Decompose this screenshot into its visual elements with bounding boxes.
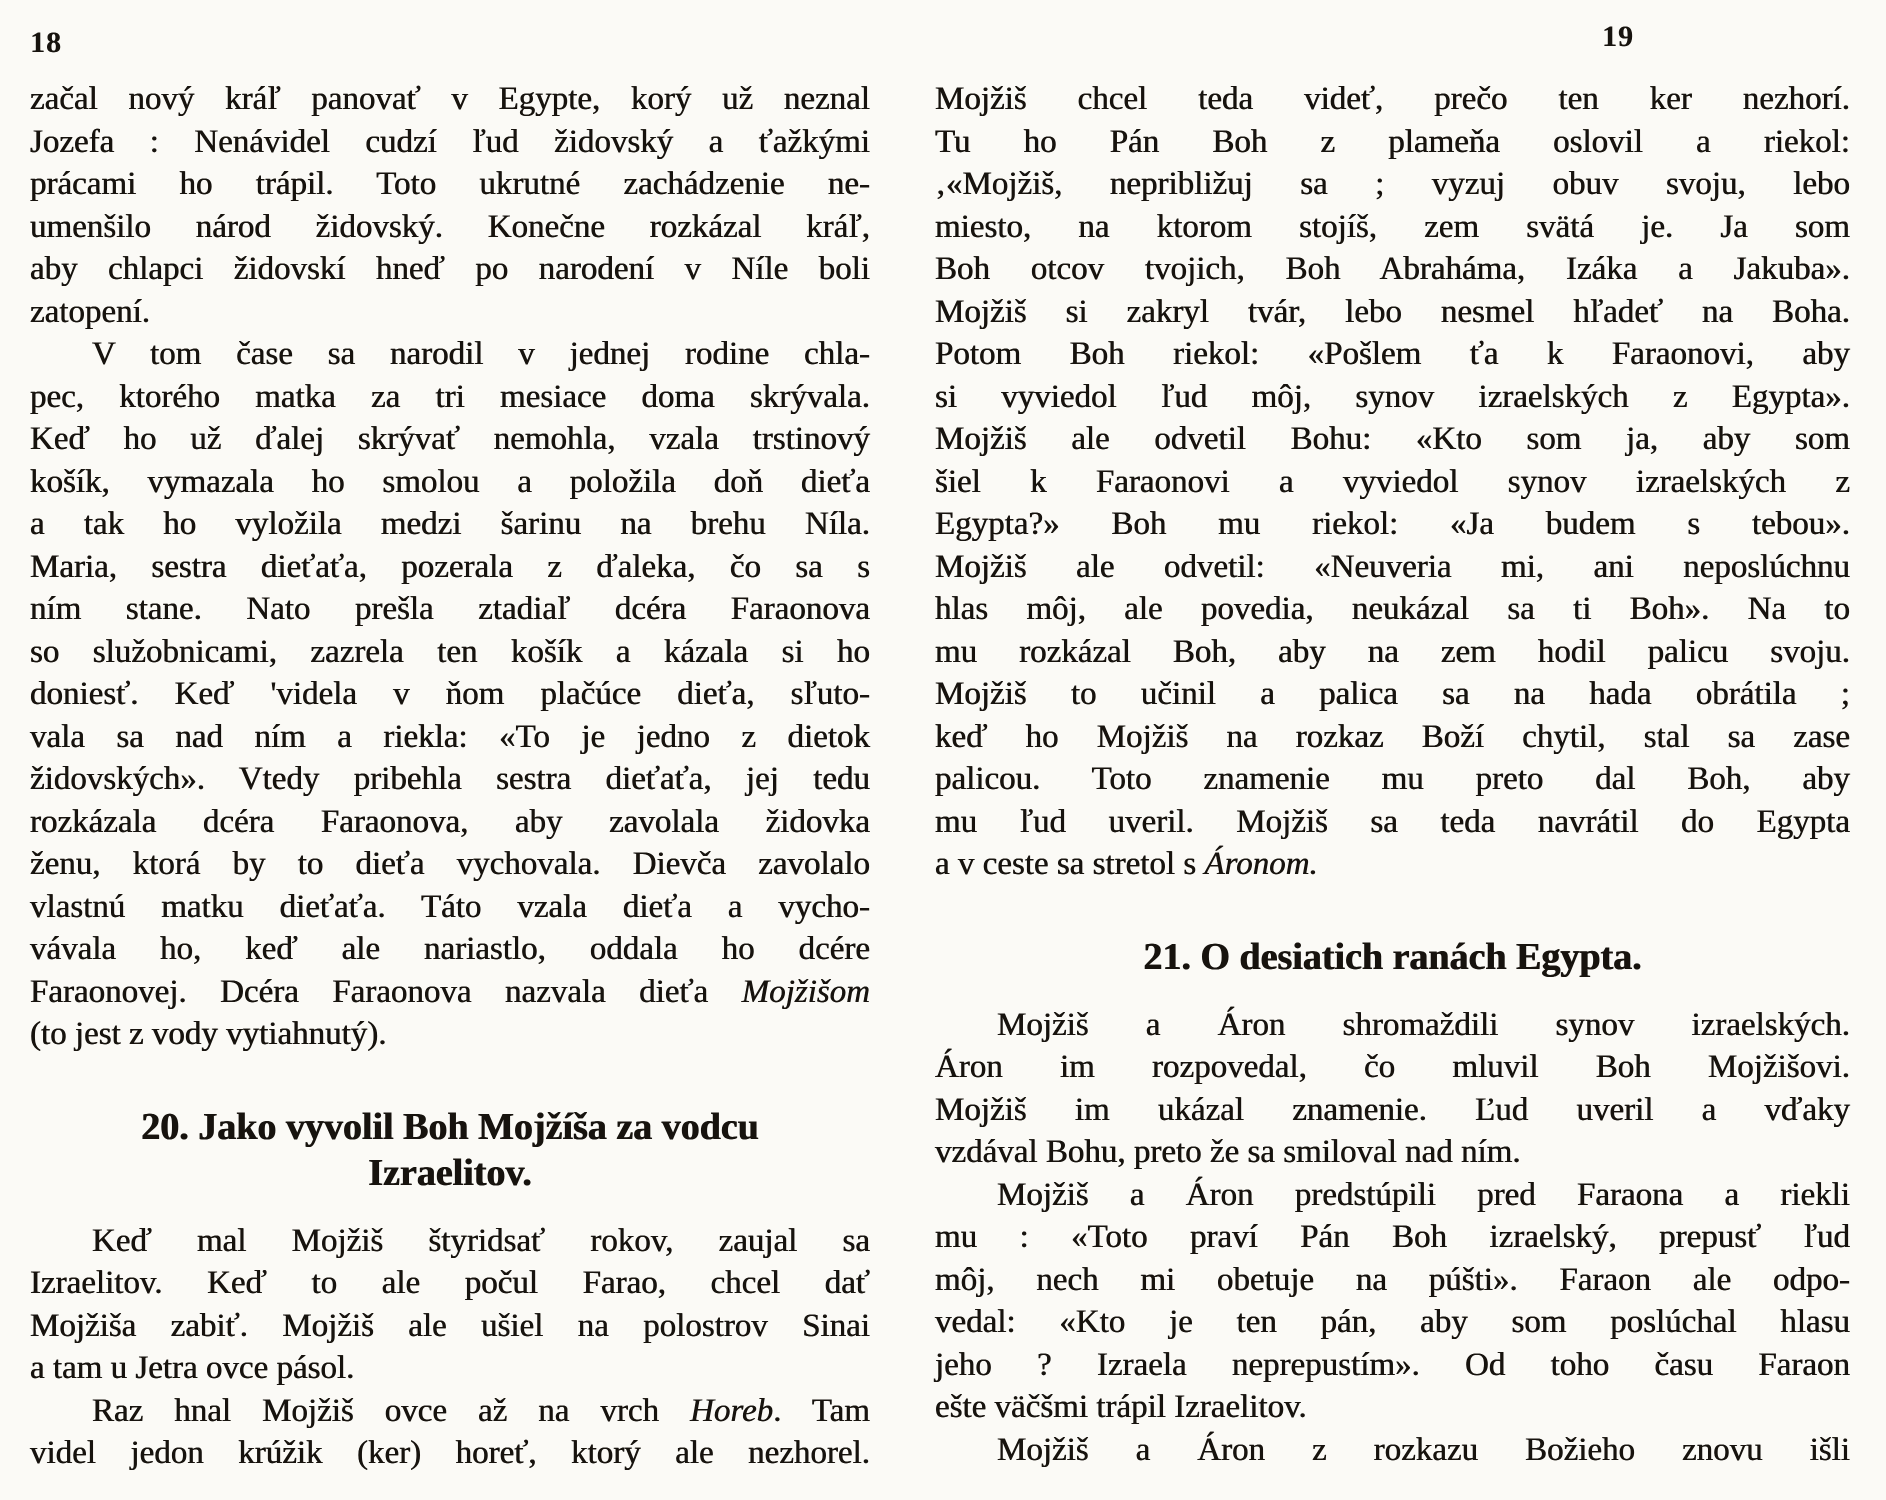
page-number-left: 18 — [30, 26, 62, 59]
text-line: doniesť. Keď 'videla v ňom plačúce dieťa, sľuto- — [30, 676, 870, 712]
text-line: so služobnicami, zazrela ten košík a kázala si ho — [30, 633, 870, 670]
text-line: Jozefa : Nenávidel cudzí ľud židovský a ťažkými — [30, 123, 870, 160]
text-line: košík, vymazala ho smolou a položila doň dieťa — [30, 463, 870, 500]
text-line: ženu, ktorá by to dieťa vychovala. Dievča zavolalo — [30, 846, 870, 882]
heading-line: Izraelitov. — [368, 1151, 532, 1194]
text-line: hlas môj, ale povedia, neukázal sa ti Boh». Na to — [935, 591, 1850, 627]
page-right-text-column — [935, 78, 1850, 1471]
paragraph — [30, 1220, 870, 1390]
italic-text: Mojžišom — [741, 973, 870, 1010]
text-line: vala sa nad ním a riekla: «To je jedno z dietok — [30, 718, 870, 755]
text-line: vlastnú matku dieťaťa. Táto vzala dieťa a vycho- — [30, 888, 870, 925]
text-line: jeho ? Izraela neprepustím». Od toho času Faraon — [935, 1346, 1850, 1383]
text-segment: Raz hnal Mojžiš ovce až na vrch — [92, 1392, 691, 1429]
text-line: Mojžiš to učinil a palica sa na hada obrátila ; — [935, 676, 1850, 712]
text-line: vzdával Bohu, preto že sa smiloval nad ním. — [935, 1134, 1521, 1170]
paragraph — [935, 1004, 1850, 1174]
text-line: mu : «Toto praví Pán Boh izraelský, prepusť ľud — [935, 1219, 1850, 1255]
section-heading — [935, 934, 1850, 980]
text-line: aby chlapci židovskí hneď po narodení v Níle boli — [30, 251, 870, 287]
text-line: zatopení. — [30, 293, 151, 330]
italic-text: Áronom. — [1204, 846, 1318, 882]
text-line: môj, nech mi obetuje na púšti». Faraon ale odpo- — [935, 1261, 1850, 1298]
text-line: Keď mal Mojžiš štyridsať rokov, zaujal sa — [92, 1222, 870, 1259]
page-left-text-column — [30, 78, 870, 1475]
text-segment: Faraonovej. Dcéra Faraonova nazvala dieťa — [30, 973, 742, 1010]
text-line: a tam u Jetra ovce pásol. — [30, 1350, 355, 1386]
text-line: ‚«Mojžiš, nepribližuj sa ; vyzuj obuv svoju, lebo — [935, 166, 1850, 202]
text-line — [935, 843, 1850, 886]
paragraph — [935, 1429, 1850, 1472]
text-line: Keď ho už ďalej skrývať nemohla, vzala trstinový — [30, 421, 870, 457]
text-line: Mojžiš a Áron z rozkazu Božieho znovu išli — [997, 1431, 1850, 1468]
text-line: Tu ho Pán Boh z plameňa oslovil a riekol: — [935, 123, 1850, 160]
text-line: Mojžiš chcel teda videť, prečo ten ker nezhorí. — [935, 81, 1850, 117]
text-line: prácami ho trápil. Toto ukrutné zachádzenie ne- — [30, 166, 870, 202]
heading-line: 20. Jako vyvolil Boh Mojžíša za vodcu — [141, 1105, 759, 1148]
paragraph — [935, 78, 1850, 886]
text-line: miesto, na ktorom stojíš, zem svätá je. Ja som — [935, 208, 1850, 245]
text-line: pec, ktorého matka za tri mesiace doma skrývala. — [30, 378, 870, 415]
text-line: Áron im rozpovedal, čo mluvil Boh Mojžišovi. — [935, 1049, 1850, 1085]
text-line: mu ľud uveril. Mojžiš sa teda navrátil do Egypta — [935, 803, 1850, 840]
text-line: Izraelitov. Keď to ale počul Farao, chcel dať — [30, 1265, 870, 1301]
text-segment: a v ceste sa stretol s — [935, 846, 1205, 882]
text-line: židovských». Vtedy pribehla sestra dieťaťa, jej tedu — [30, 761, 870, 797]
text-line: umenšilo národ židovský. Konečne rozkázal kráľ, — [30, 208, 870, 245]
text-line: keď ho Mojžiš na rozkaz Boží chytil, stal sa zase — [935, 718, 1850, 755]
text-line: si vyviedol ľud môj, synov izraelských z Egypta». — [935, 378, 1850, 415]
text-line — [30, 971, 870, 1014]
text-line: Mojžiš a Áron shromaždili synov izraelských. — [997, 1006, 1850, 1043]
text-segment: . Tam — [773, 1392, 870, 1429]
text-line: ešte väčšmi trápil Izraelitov. — [935, 1389, 1307, 1425]
text-line: Mojžiša zabiť. Mojžiš ale ušiel na polostrov Sinai — [30, 1307, 870, 1344]
text-line: Mojžiš a Áron predstúpili pred Faraona a riekli — [997, 1176, 1850, 1213]
text-line: ním stane. Nato prešla ztadiaľ dcéra Faraonova — [30, 591, 870, 627]
text-line: začal nový kráľ panovať v Egypte, korý už neznal — [30, 81, 870, 117]
text-line: Mojžiš si zakryl tvár, lebo nesmel hľadeť na Boha. — [935, 293, 1850, 330]
paragraph — [30, 333, 870, 1056]
text-line: Egypta?» Boh mu riekol: «Ja budem s tebou». — [935, 506, 1850, 542]
text-line: šiel k Faraonovi a vyviedol synov izraelských z — [935, 463, 1850, 500]
section-heading — [30, 1104, 870, 1196]
text-line: palicou. Toto znamenie mu preto dal Boh, aby — [935, 761, 1850, 797]
paragraph — [935, 1174, 1850, 1429]
italic-text: Horeb — [690, 1392, 774, 1429]
text-line: mu rozkázal Boh, aby na zem hodil palicu svoju. — [935, 633, 1850, 670]
text-line: V tom čase sa narodil v jednej rodine chla- — [92, 336, 870, 372]
text-line: Maria, sestra dieťaťa, pozerala z ďaleka, čo sa s — [30, 548, 870, 585]
text-line: Mojžiš ale odvetil: «Neuveria mi, ani neposlúchnu — [935, 548, 1850, 585]
text-line: videl jedon krúžik (ker) horeť, ktorý ale nezhorel. — [30, 1435, 870, 1471]
text-line: rozkázala dcéra Faraonova, aby zavolala židovka — [30, 803, 870, 840]
text-line: a tak ho vyložila medzi šarinu na brehu Níla. — [30, 506, 870, 542]
text-line: Mojžiš ale odvetil Bohu: «Kto som ja, aby som — [935, 421, 1850, 457]
text-line: vávala ho, keď ale nariastlo, oddala ho dcére — [30, 931, 870, 967]
text-line: vedal: «Kto je ten pán, aby som poslúchal hlasu — [935, 1304, 1850, 1340]
text-line: (to jest z vody vytiahnutý). — [30, 1016, 387, 1052]
text-line — [30, 1390, 870, 1433]
text-line: Potom Boh riekol: «Pošlem ťa k Faraonovi, aby — [935, 336, 1850, 372]
text-line: Mojžiš im ukázal znamenie. Ľud uveril a vďaky — [935, 1091, 1850, 1128]
text-line: Boh otcov tvojich, Boh Abraháma, Izáka a Jakuba». — [935, 251, 1850, 287]
paragraph — [30, 1390, 870, 1475]
paragraph — [30, 78, 870, 333]
heading-line: 21. O desiatich ranách Egypta. — [1143, 935, 1642, 978]
page-number-right: 19 — [1602, 20, 1634, 53]
